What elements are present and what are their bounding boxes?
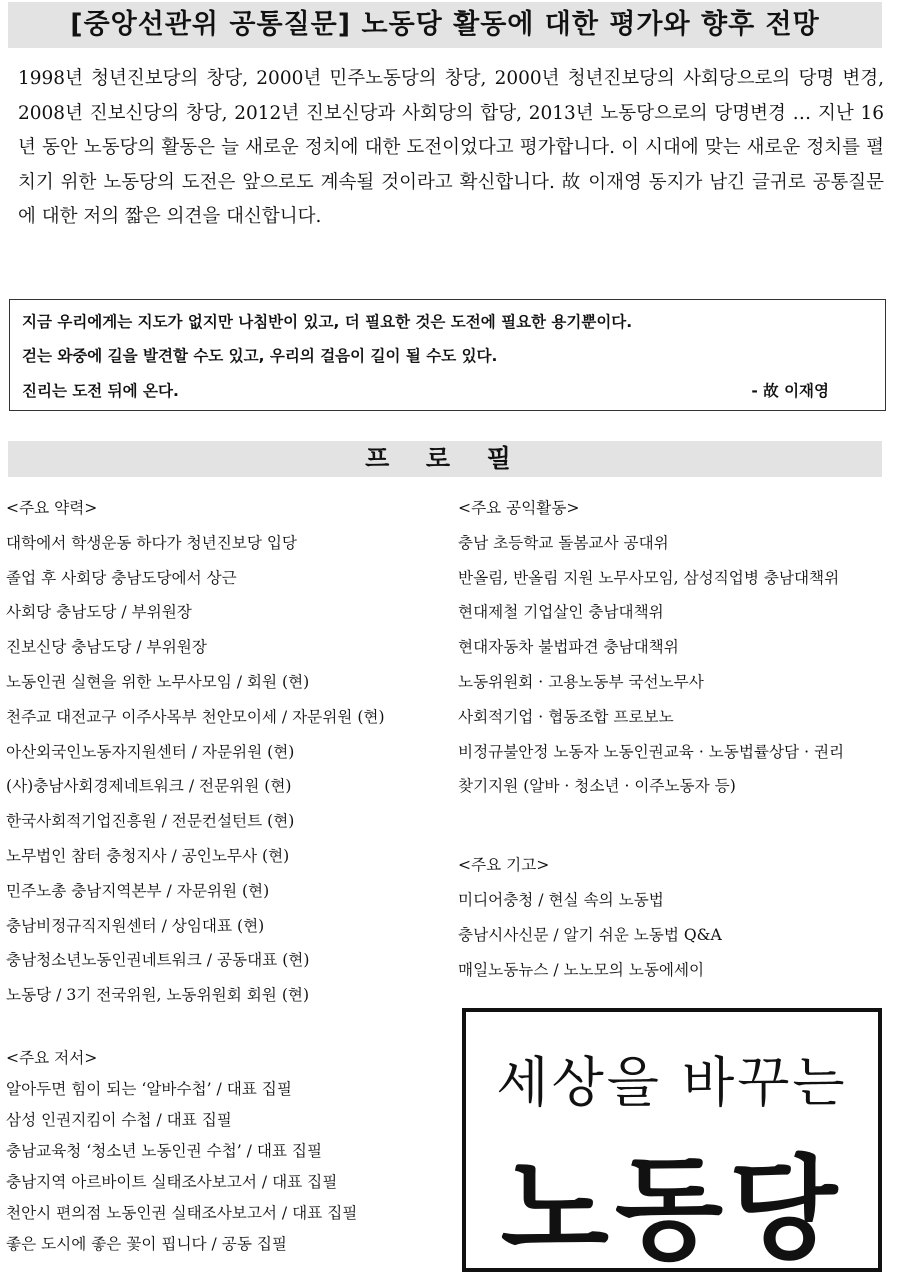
career-item: (사)충남사회경제네트워크 / 전문위원 (현): [6, 777, 292, 796]
career-item: 노무법인 참터 충청지사 / 공인노무사 (현): [6, 846, 290, 865]
public-item: 현대자동차 불법파견 충남대책위: [458, 638, 679, 657]
book-item: 좋은 도시에 좋은 꽃이 핍니다 / 공동 집필: [6, 1235, 287, 1253]
columns-heading: <주요 기고>: [458, 856, 550, 875]
book-item: 삼성 인권지킴이 수첩 / 대표 집필: [6, 1111, 232, 1129]
books-section: [6, 1043, 446, 1260]
column-item: 매일노동뉴스 / 노노모의 노동에세이: [458, 960, 705, 979]
books-heading: <주요 저서>: [6, 1049, 98, 1067]
public-item: 반올림, 반올림 지원 노무사모임, 삼성직업병 충남대책위: [458, 568, 840, 587]
career-heading: <주요 약력>: [6, 499, 98, 517]
career-item: 사회당 충남도당 / 부위원장: [6, 603, 192, 622]
public-item: 사회적기업 · 협동조합 프로보노: [458, 707, 674, 726]
quote-author: - 故 이재영: [751, 382, 829, 400]
column-item: 충남시사신문 / 알기 쉬운 노동법 Q&A: [458, 925, 722, 944]
career-item: 충남청소년노동인권네트워크 / 공동대표 (현): [6, 951, 310, 970]
career-section: [6, 491, 446, 1013]
page-title: [중앙선관위 공통질문] 노동당 활동에 대한 평가와 향후 전망: [8, 2, 882, 48]
career-item: 천주교 대전교구 이주사목부 천안모이세 / 자문위원 (현): [6, 707, 385, 726]
book-item: 충남교육청 ‘청소년 노동인권 수첩’ / 대표 집필: [6, 1142, 323, 1160]
career-item: 졸업 후 사회당 충남도당에서 상근: [6, 568, 237, 587]
party-logo: [462, 1008, 882, 1275]
career-item: 대학에서 학생운동 하다가 청년진보당 입당: [6, 533, 297, 552]
quote-line-3: 진리는 도전 뒤에 온다.: [22, 382, 179, 400]
public-item: 현대제철 기업살인 충남대책위: [458, 603, 664, 622]
book-item: 천안시 편의점 노동인권 실태조사보고서 / 대표 집필: [6, 1204, 358, 1222]
career-item: 노동당 / 3기 전국위원, 노동위원회 회원 (현): [6, 986, 310, 1005]
career-item: 노동인권 실현을 위한 노무사모임 / 회원 (현): [6, 672, 310, 691]
quote-line-2: 걷는 와중에 길을 발견할 수도 있고, 우리의 걸음이 길이 될 수도 있다.: [22, 347, 498, 365]
career-item: 민주노총 충남지역본부 / 자문위원 (현): [6, 881, 270, 900]
logo-party-name: 노동당: [500, 1145, 844, 1275]
public-item: 충남 초등학교 돌봄교사 공대위: [458, 533, 669, 552]
career-item: 충남비정규직지원센터 / 상임대표 (현): [6, 916, 265, 935]
public-item: 노동위원회 · 고용노동부 국선노무사: [458, 672, 704, 691]
intro-paragraph: 1998년 청년진보당의 창당, 2000년 민주노동당의 창당, 2000년 청년진보당의 사회당으로의 당명 변경, 2008년 진보신당의 창당, 2012년 진보신당과 사회당의 합당, 2013년 노동당으로의 당명변경 … 지난 16년 동안 노동당의 활동은 늘 새로운 정치에 대한 도전이었다고 평가합니다. 이 시대에 맞는 새로운 정치를 펼치기 위한 노동당의 도전은 앞으로도 계속될 것이라고 확신합니다. 故 이재영 동지가 남긴 글귀로 공통질문에 대한 저의 짧은 의견을 대신합니다.: [18, 68, 885, 227]
public-heading: <주요 공익활동>: [458, 499, 580, 517]
quote-line-1: 지금 우리에게는 지도가 없지만 나침반이 있고, 더 필요한 것은 도전에 필요한 용기뿐이다.: [22, 313, 633, 331]
public-item: 찾기지원 (알바 · 청소년 · 이주노동자 등): [458, 777, 736, 796]
career-item: 한국사회적기업진흥원 / 전문컨설턴트 (현): [6, 812, 295, 831]
logo-slogan: 세상을 바꾸는: [496, 1051, 848, 1114]
profile-heading: 프 로 필: [8, 441, 882, 477]
book-item: 알아두면 힘이 되는 ‘알바수첩’ / 대표 집필: [6, 1080, 292, 1098]
column-item: 미디어충청 / 현실 속의 노동법: [458, 890, 664, 909]
book-item: 충남지역 아르바이트 실태조사보고서 / 대표 집필: [6, 1173, 338, 1191]
public-item: 비정규불안정 노동자 노동인권교육 · 노동법률상담 · 권리: [458, 742, 845, 761]
career-item: 진보신당 충남도당 / 부위원장: [6, 638, 207, 657]
quote-box: [9, 299, 886, 411]
career-item: 아산외국인노동자지원센터 / 자문위원 (현): [6, 742, 295, 761]
activities-section: [458, 491, 898, 987]
